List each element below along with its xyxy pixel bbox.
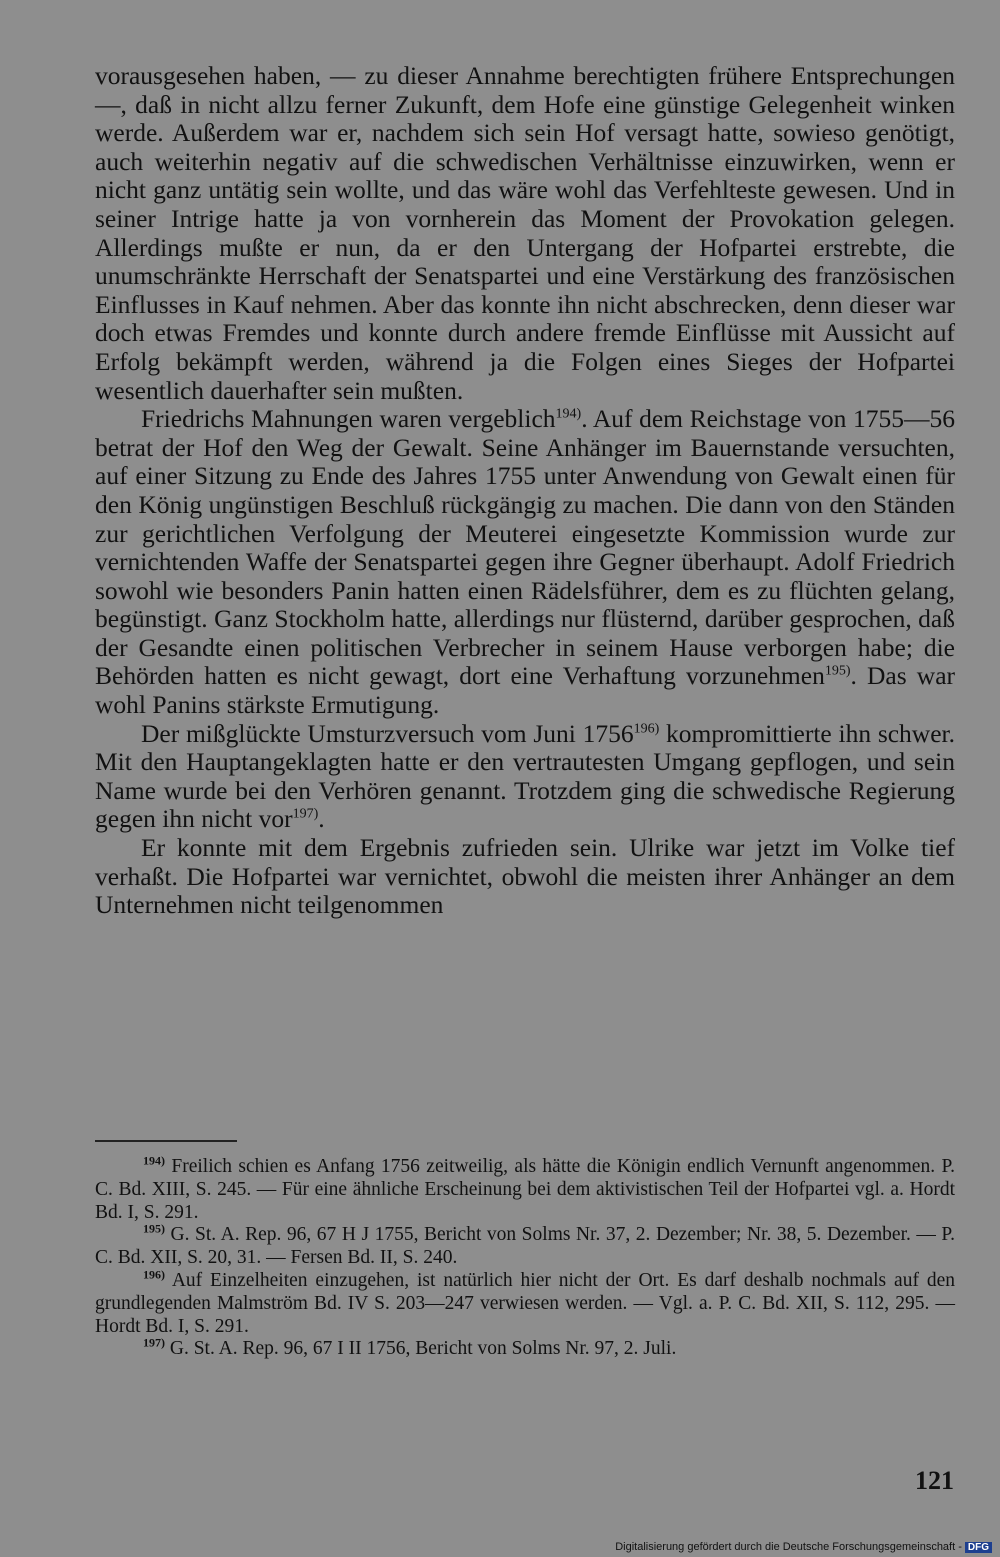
credit-text: Digitalisierung gefördert durch die Deutsche Forschungsgemeinschaft -	[615, 1541, 962, 1553]
main-text	[95, 62, 955, 920]
footnote-number: 194)	[143, 1153, 165, 1168]
text-run: . Auf dem Reichstage von 1755—56 betrat der Hof den Weg der Gewalt. Seine Anhänger im Bauernstande versuchten, auf einer Sitzung zu Ende des Jahres 1755 unter Anwendung von Gewalt einen für den König ungünstigen Beschluß rückgängig zu machen. Die dann von den Ständen zur gerichtlichen Verfolgung der Meuterei eingesetzte Kommission wurde zur vernichtenden Waffe der Senatspartei gegen ihre Gegner überhaupt. Adolf Friedrich sowohl wie besonders Panin hatten einen Rädelsführer, dem es zu flüchten gelang, begünstigt. Ganz Stockholm hatte, allerdings nur flüsternd, darüber gesprochen, daß der Gesandte einen politischen Verbrecher in seinem Hause verborgen habe; die Behörden hatten es nicht gewagt, dort eine Verhaftung vorzunehmen	[95, 404, 956, 691]
footnote-reference: 196)	[633, 721, 660, 737]
digitization-credit	[615, 1541, 992, 1553]
paragraph	[95, 834, 955, 920]
page-body	[95, 62, 955, 920]
paragraph	[95, 720, 955, 834]
footnote-text: G. St. A. Rep. 96, 67 H J 1755, Bericht von Solms Nr. 37, 2. Dezember; Nr. 38, 5. Dezember. — P. C. Bd. XII, S. 20, 31. — Fersen Bd. II, S. 240.	[95, 1224, 955, 1269]
text-run: Der mißglückte Umsturzversuch vom Juni 1756	[141, 718, 634, 748]
footnote-number: 197)	[143, 1335, 165, 1350]
footnote	[95, 1221, 955, 1270]
footnote-text: G. St. A. Rep. 96, 67 I II 1756, Bericht von Solms Nr. 97, 2. Juli.	[165, 1338, 677, 1360]
footnote-reference: 195)	[824, 663, 851, 679]
text-run: . Das war wohl Panins stärkste Ermutigung.	[95, 661, 956, 720]
text-run: kompromittierte ihn schwer. Mit den Hauptangeklagten hatte er den vertrautesten Umgang gepflogen, und sein Name wurde bei den Verhören genannt. Trotzdem ging die schwedische Regierung gegen ihn nicht vor	[95, 718, 955, 834]
page-number: 121	[915, 1466, 954, 1495]
footnote	[95, 1335, 955, 1361]
footnotes	[95, 1153, 955, 1361]
dfg-logo-icon: DFG	[965, 1542, 992, 1553]
footnote-reference: 197)	[292, 806, 319, 822]
footnote-separator	[95, 1140, 237, 1142]
footnote-reference: 194)	[555, 406, 582, 422]
digitization-credit-bar	[0, 1533, 1000, 1557]
paragraph	[95, 62, 955, 405]
text-run: Er konnte mit dem Ergebnis zufrieden sein. Ulrike war jetzt im Volke tief verhaßt. Die Hofpartei war vernichtet, obwohl die meisten ihrer Anhänger an dem Unternehmen nicht teilgenommen	[95, 833, 955, 920]
footnote	[95, 1153, 955, 1224]
footnote	[95, 1267, 955, 1338]
footnote-number: 196)	[143, 1267, 165, 1282]
text-run: .	[318, 804, 325, 834]
text-run: vorausgesehen haben, — zu dieser Annahme berechtigten frühere Entsprechungen —, daß in nicht allzu ferner Zukunft, dem Hofe eine günstige Gelegenheit winken werde. Außerdem war er, nachdem sich sein Hof versagt hatte, sowieso genötigt, auch weiterhin negativ auf die schwedischen Verhältnisse einzuwirken, wenn er nicht ganz untätig sein wollte, und das wäre wohl das Verfehlteste gewesen. Und in seiner Intrige hatte ja von vornherein das Moment der Provokation gelegen. Allerdings mußte er nun, da er den Untergang der Hofpartei erstrebte, die unumschränkte Herrschaft der Senatspartei und eine Verstärkung des französischen Einflusses in Kauf nehmen. Aber das konnte ihn nicht abschrecken, denn dieser war doch etwas Fremdes und konnte durch andere fremde Einflüsse mit Aussicht auf Erfolg bekämpft werden, während ja die Folgen eines Sieges der Hofpartei wesentlich dauerhafter sein mußten.	[95, 61, 955, 405]
text-run: Friedrichs Mahnungen waren vergeblich	[141, 404, 556, 434]
footnote-text: Auf Einzelheiten einzugehen, ist natürlich hier nicht der Ort. Es darf deshalb nochmals auf den grundlegenden Malmström Bd. IV S. 203—247 verwiesen werden. — Vgl. a. P. C. Bd. XII, S. 112, 295. — Hordt Bd. I, S. 291.	[95, 1269, 955, 1337]
paragraph	[95, 405, 955, 720]
footnote-number: 195)	[143, 1221, 165, 1236]
footnote-text: Freilich schien es Anfang 1756 zeitweilig, als hätte die Königin endlich Vernunft angenommen. P. C. Bd. XIII, S. 245. — Für eine ähnliche Erscheinung bei dem aktivistischen Teil der Hofpartei vgl. a. Hordt Bd. I, S. 291.	[95, 1156, 955, 1223]
